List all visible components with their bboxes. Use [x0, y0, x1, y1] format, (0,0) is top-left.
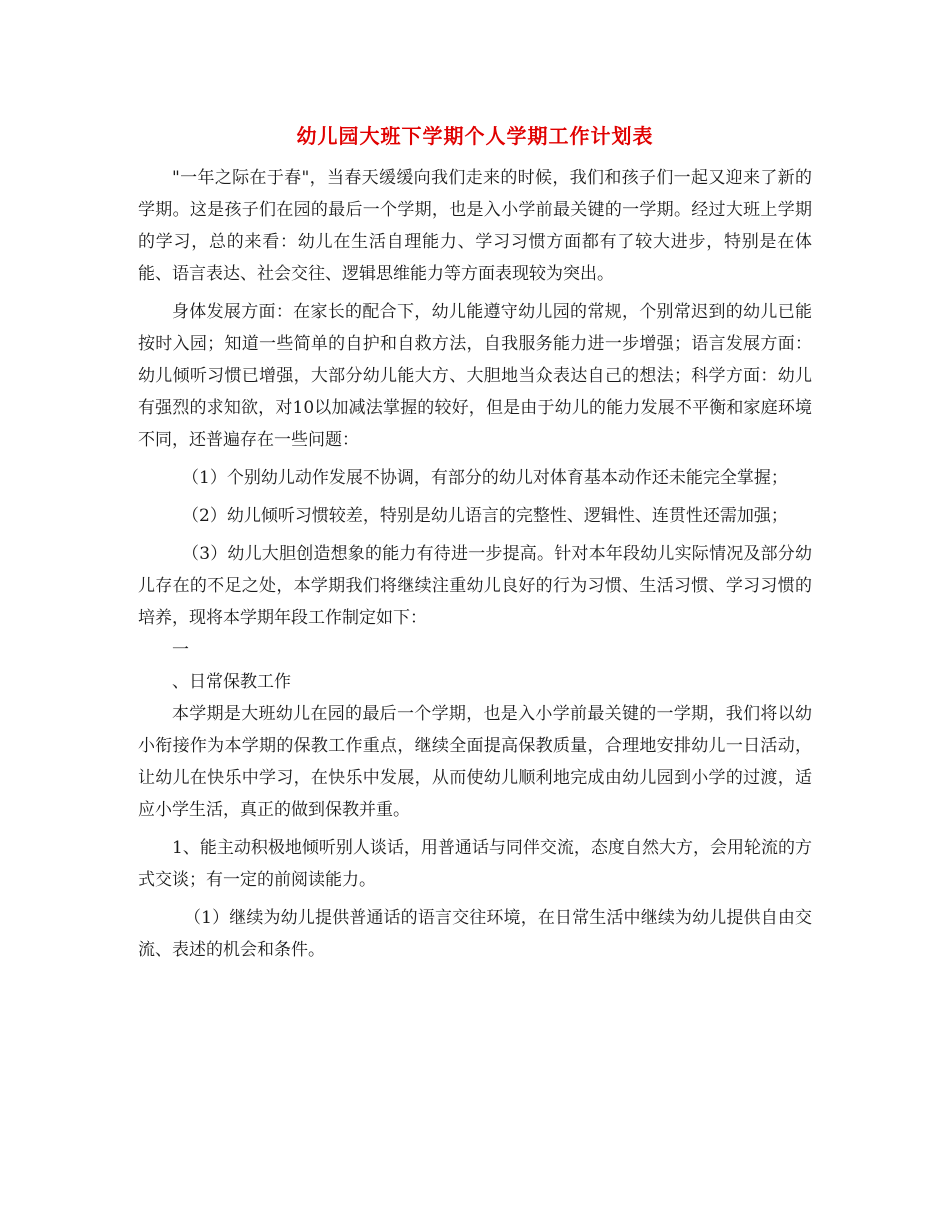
- paragraph-daily-work: 本学期是大班幼儿在园的最后一个学期，也是入小学前最关键的一学期，我们将以幼小衔接作为本学期的保教工作重点，继续全面提高保教质量，合理地安排幼儿一日活动，让幼儿在快乐中学习，在快乐中发展，从而使幼儿顺利地完成由幼儿园到小学的过渡，适应小学生活，真正的做到保教并重。: [138, 704, 812, 820]
- paragraph-item-1-1: （1）继续为幼儿提供普通话的语言交往环境，在日常生活中继续为幼儿提供自由交流、表述的机会和条件。: [138, 908, 812, 960]
- section-number: 一: [172, 640, 189, 660]
- paragraph-item-1: 1、能主动积极地倾听别人谈话，用普通话与同伴交流，态度自然大方，会用轮流的方式交谈；有一定的前阅读能力。: [138, 838, 812, 890]
- paragraph-issue-1: （1）个别幼儿动作发展不协调，有部分的幼儿对体育基本动作还未能完全掌握；: [182, 468, 788, 488]
- paragraph-development: 身体发展方面：在家长的配合下，幼儿能遵守幼儿园的常规，个别常迟到的幼儿已能按时入园；知道一些简单的自护和自救方法，自我服务能力进一步增强；语言发展方面：幼儿倾听习惯已增强，大部分幼儿能大方、大胆地当众表达自己的想法；科学方面：幼儿有强烈的求知欲，对10以加减法掌握的较好，但是由于幼儿的能力发展不平衡和家庭环境不同，还普遍存在一些问题：: [138, 302, 812, 450]
- paragraph-issue-3: （3）幼儿大胆创造想象的能力有待进一步提高。针对本年段幼儿实际情况及部分幼儿存在的不足之处，本学期我们将继续注重幼儿良好的行为习惯、生活习惯、学习习惯的培养，现将本学期年段工作制定如下：: [138, 544, 812, 628]
- document-body: [138, 162, 812, 966]
- paragraph-intro: "一年之际在于春"，当春天缓缓向我们走来的时候，我们和孩子们一起又迎来了新的学期。这是孩子们在园的最后一个学期，也是入小学前最关键的一学期。经过大班上学期的学习，总的来看：幼儿在生活自理能力、学习习惯方面都有了较大进步，特别是在体能、语言表达、社会交往、逻辑思维能力等方面表现较为突出。: [138, 168, 812, 284]
- section-heading: 、日常保教工作: [172, 672, 291, 692]
- paragraph-issue-2: （2）幼儿倾听习惯较差，特别是幼儿语言的完整性、逻辑性、连贯性还需加强；: [182, 506, 788, 526]
- document-title: 幼儿园大班下学期个人学期工作计划表: [296, 124, 654, 148]
